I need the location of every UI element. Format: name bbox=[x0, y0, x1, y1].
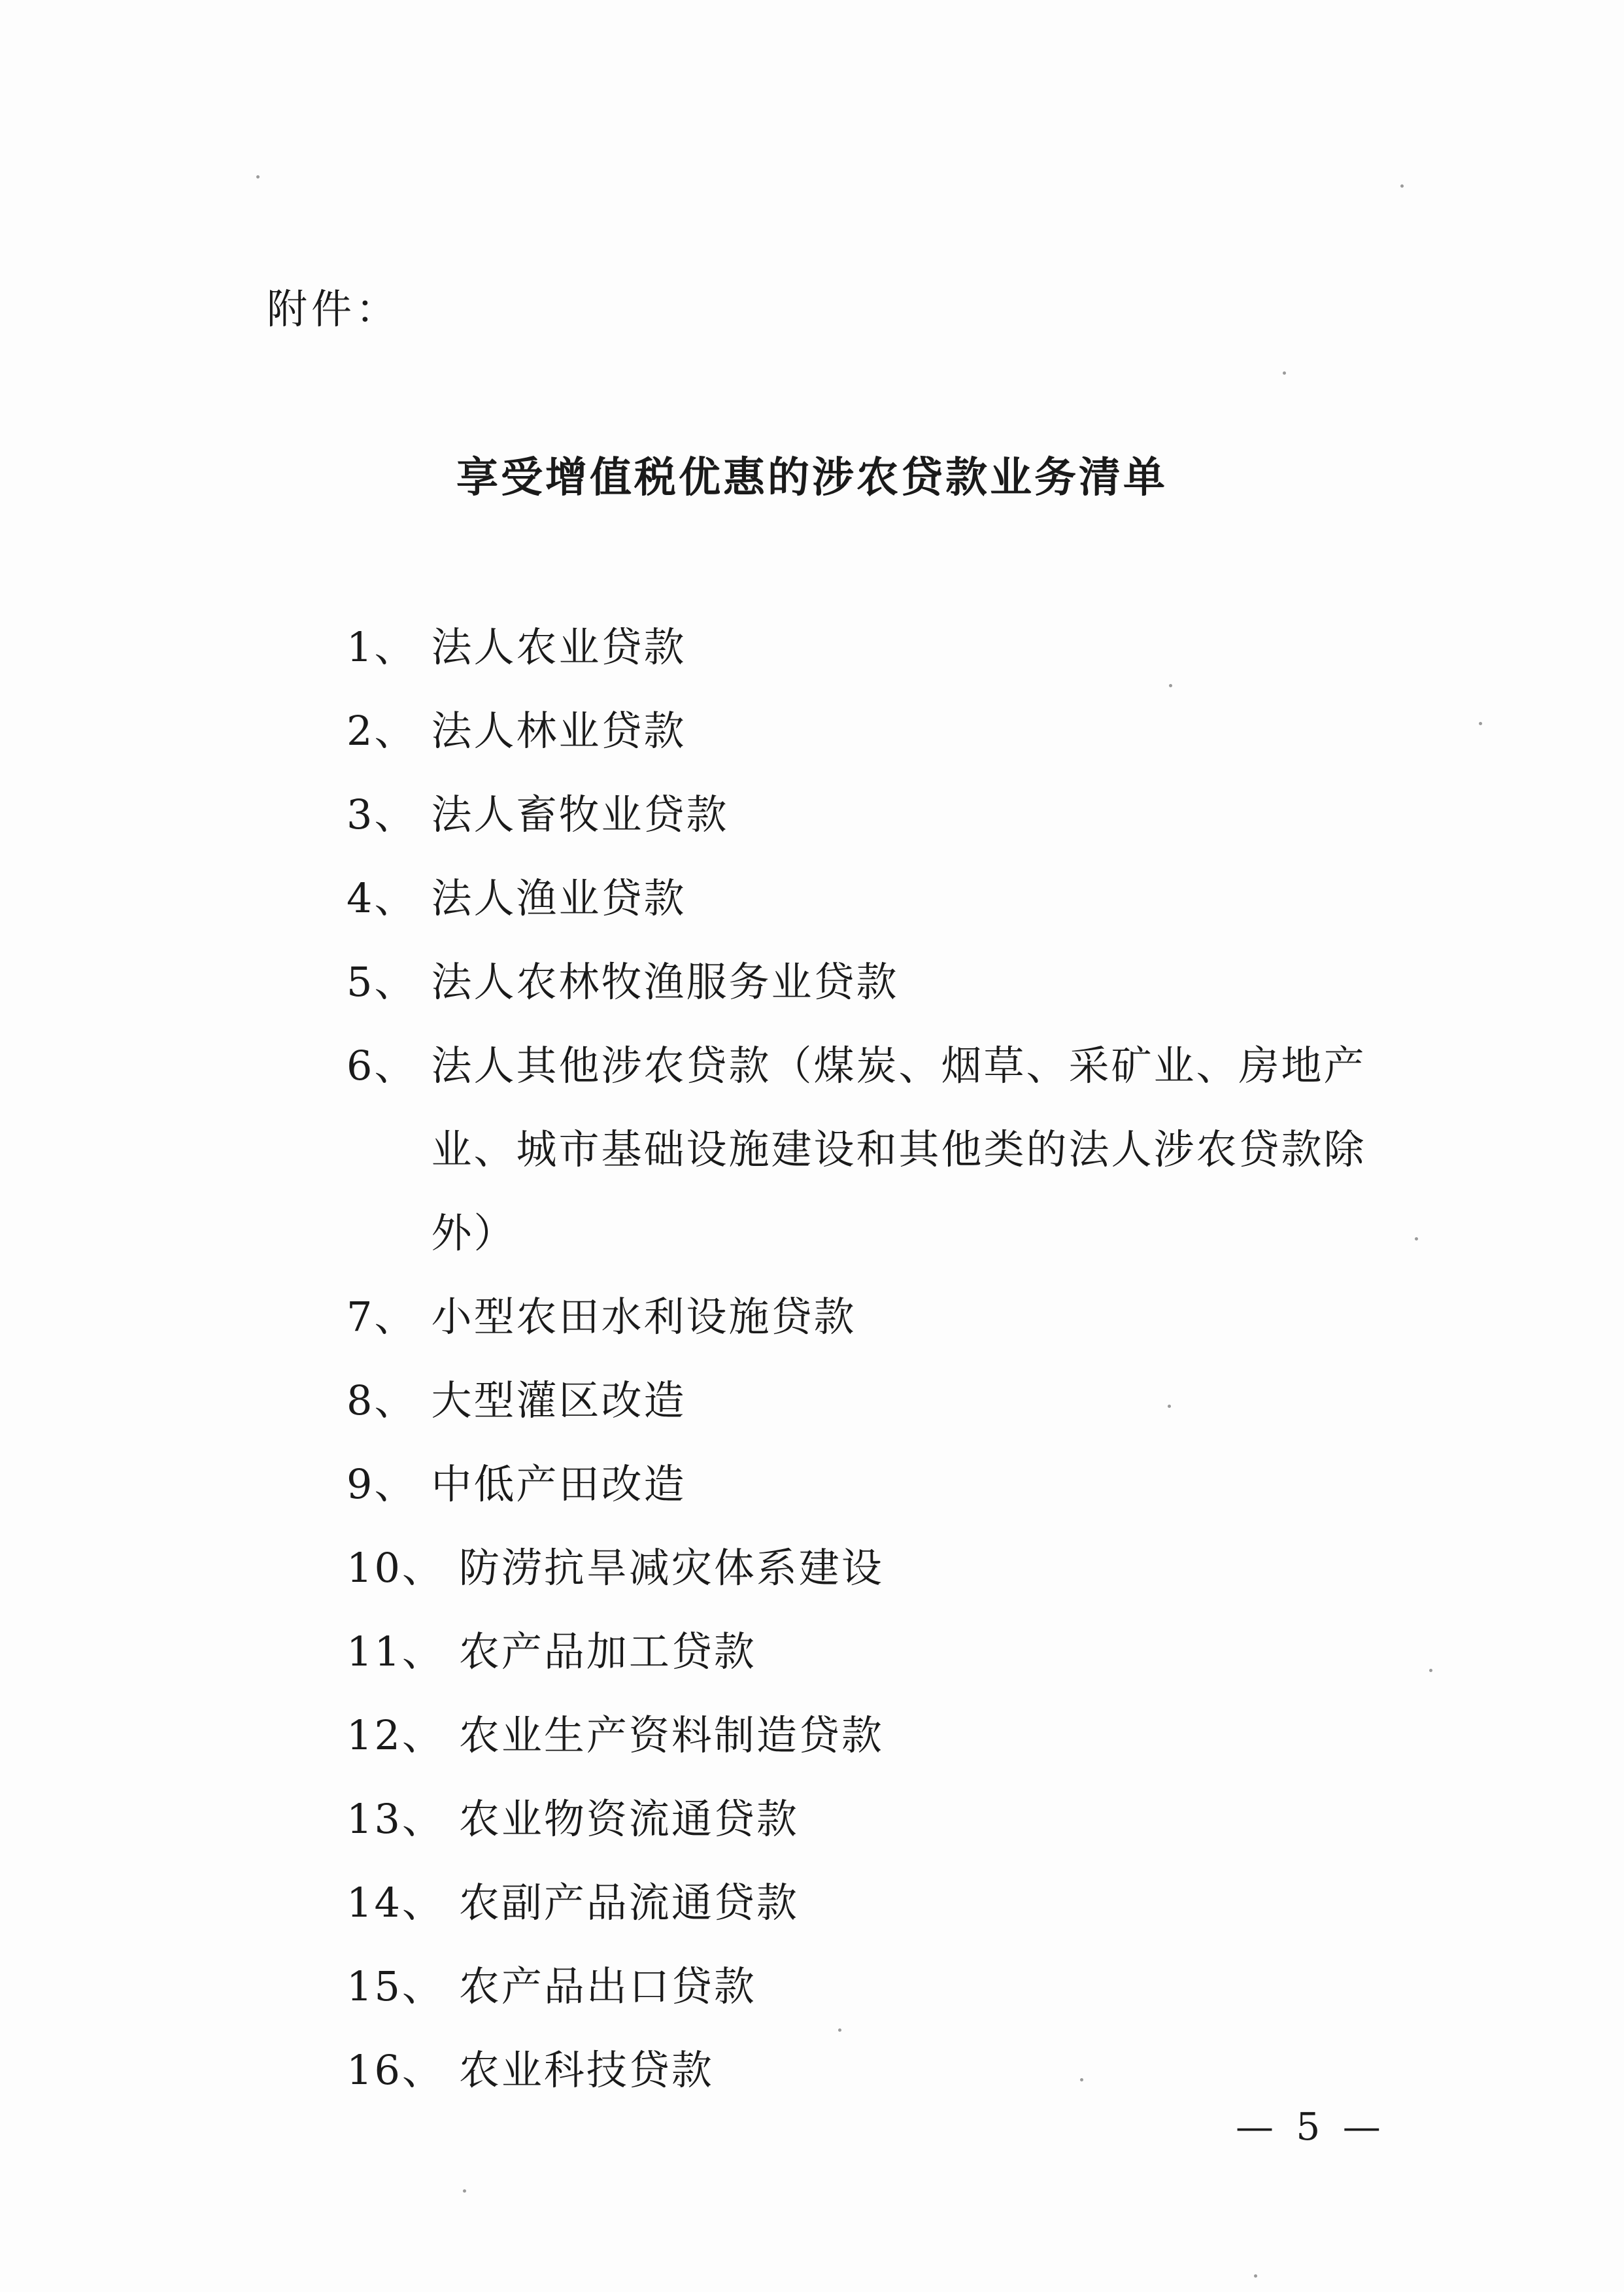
item-text: 法人林业贷款 bbox=[431, 707, 686, 755]
item-number: 15、 bbox=[347, 1962, 445, 2010]
item-number: 13、 bbox=[347, 1795, 445, 1843]
item-text: 防涝抗旱减灾体系建设 bbox=[458, 1544, 884, 1592]
scan-speck bbox=[1283, 371, 1286, 375]
item-number: 9、 bbox=[347, 1460, 417, 1508]
attachment-label: 附件： bbox=[267, 285, 401, 333]
item-number: 7、 bbox=[347, 1293, 417, 1341]
item-number: 10、 bbox=[347, 1544, 445, 1592]
item-text: 法人其他涉农贷款（煤炭、烟草、采矿业、房地产业、城市基础设施建设和其他类的法人涉农贷款除外） bbox=[431, 1042, 1366, 1257]
scan-speck bbox=[463, 2189, 466, 2193]
list-item bbox=[347, 857, 1366, 940]
list-item bbox=[347, 1024, 1366, 1275]
item-text: 农业生产资料制造贷款 bbox=[458, 1711, 884, 1759]
page-title: 享受增值税优惠的涉农贷款业务清单 bbox=[456, 453, 1168, 502]
scan-speck bbox=[1400, 184, 1404, 188]
list-item bbox=[347, 2028, 1366, 2112]
item-number: 16、 bbox=[347, 2046, 445, 2094]
item-text: 法人畜牧业贷款 bbox=[431, 791, 729, 838]
scan-speck bbox=[256, 175, 260, 179]
scan-speck bbox=[1169, 684, 1172, 687]
item-text: 农业科技贷款 bbox=[458, 2046, 714, 2094]
item-number: 12、 bbox=[347, 1711, 445, 1759]
item-text: 中低产田改造 bbox=[431, 1460, 686, 1508]
list-item bbox=[347, 1443, 1366, 1526]
item-text: 农业物资流通贷款 bbox=[458, 1795, 799, 1843]
list-item bbox=[347, 773, 1366, 857]
list-item bbox=[347, 1777, 1366, 1861]
item-text: 大型灌区改造 bbox=[431, 1377, 686, 1424]
item-number: 6、 bbox=[347, 1042, 417, 1089]
item-number: 14、 bbox=[347, 1879, 445, 1926]
item-number: 4、 bbox=[347, 874, 417, 922]
scan-speck bbox=[838, 2028, 841, 2032]
list-item bbox=[347, 1945, 1366, 2028]
item-text: 小型农田水利设施贷款 bbox=[431, 1293, 856, 1341]
list-item bbox=[347, 1610, 1366, 1694]
item-number: 8、 bbox=[347, 1377, 417, 1424]
item-text: 农副产品流通贷款 bbox=[458, 1879, 799, 1926]
scan-speck bbox=[1479, 722, 1482, 725]
list-item bbox=[347, 940, 1366, 1024]
item-text: 法人农业贷款 bbox=[431, 623, 686, 671]
list-item bbox=[347, 1275, 1366, 1359]
scan-speck bbox=[1080, 2078, 1083, 2081]
list-item bbox=[347, 1861, 1366, 1945]
scan-speck bbox=[1429, 1669, 1432, 1672]
item-text: 法人渔业贷款 bbox=[431, 874, 686, 922]
item-number: 5、 bbox=[347, 958, 417, 1006]
list-item bbox=[347, 606, 1366, 689]
item-number: 3、 bbox=[347, 791, 417, 838]
loan-item-list bbox=[347, 606, 1366, 2112]
item-number: 11、 bbox=[347, 1628, 445, 1675]
list-item bbox=[347, 689, 1366, 773]
list-item bbox=[347, 1526, 1366, 1610]
scan-speck bbox=[1415, 1237, 1418, 1240]
item-text: 法人农林牧渔服务业贷款 bbox=[431, 958, 899, 1006]
item-text: 农产品加工贷款 bbox=[458, 1628, 756, 1675]
scan-speck bbox=[1168, 1405, 1171, 1408]
scan-speck bbox=[1254, 2274, 1257, 2278]
item-number: 2、 bbox=[347, 707, 417, 755]
list-item bbox=[347, 1359, 1366, 1443]
item-text: 农产品出口贷款 bbox=[458, 1962, 756, 2010]
page-number: — 5 — bbox=[1236, 2104, 1386, 2149]
list-item bbox=[347, 1694, 1366, 1777]
item-number: 1、 bbox=[347, 623, 417, 671]
